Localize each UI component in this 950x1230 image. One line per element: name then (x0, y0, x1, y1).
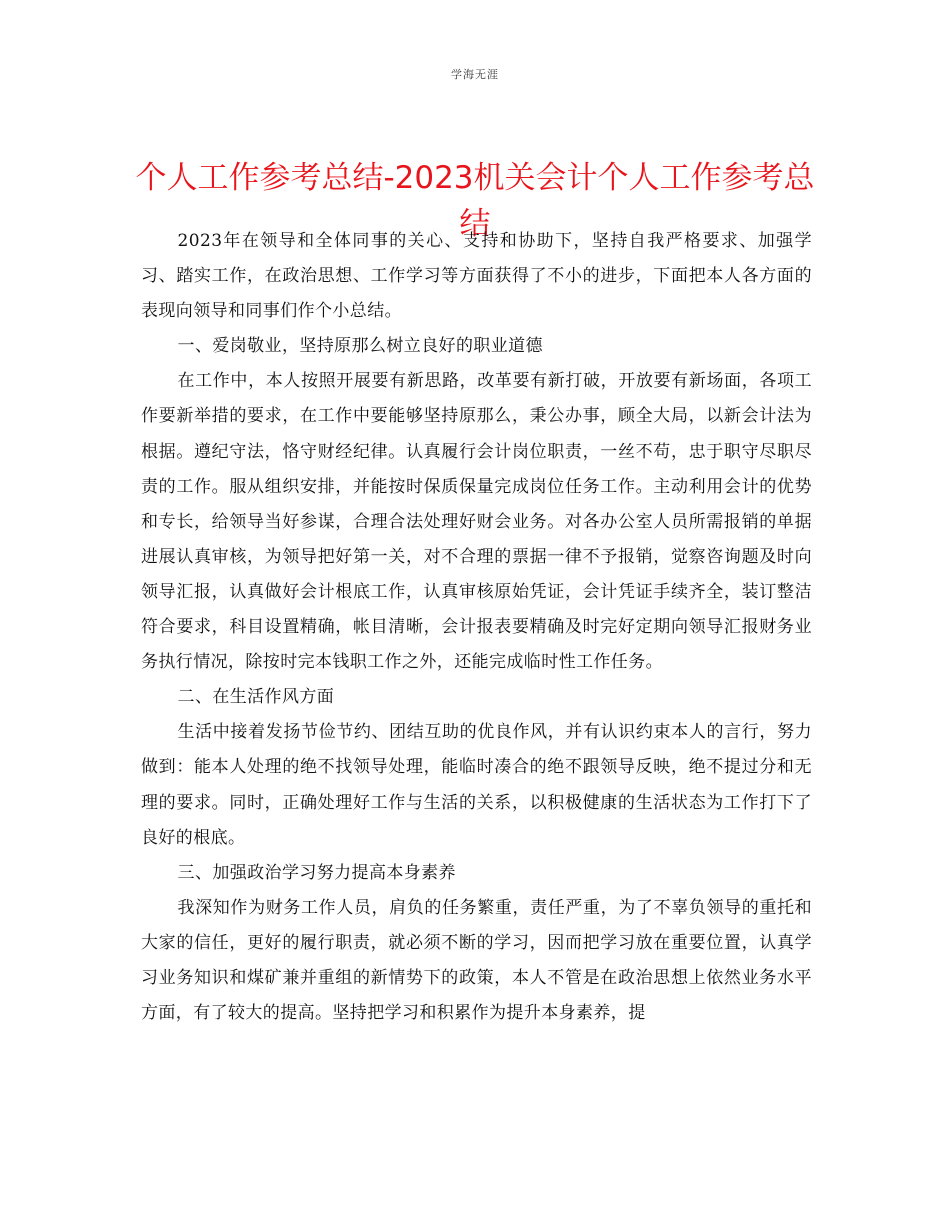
paragraph-intro: 2023年在领导和全体同事的关心、支持和协助下，坚持自我严格要求、加强学习、踏实工作，在政治思想、工作学习等方面获得了不小的进步，下面把本人各方面的表现向领导和同事们作个小总结。 (141, 231, 812, 322)
section-heading-3: 三、加强政治学习努力提高本身素养 (177, 862, 456, 883)
document-body (141, 224, 812, 1031)
document-title: 个人工作参考总结-2023机关会计个人工作参考总结 (135, 159, 815, 242)
page-header: 学海无涯 (451, 68, 499, 81)
paragraph-section-1: 在工作中，本人按照开展要有新思路，改革要有新打破，开放要有新场面，各项工作要新举措的要求，在工作中要能够坚持原那么，秉公办事，顾全大局，以新会计法为根据。遵纪守法，恪守财经纪律。认真履行会计岗位职责，一丝不苟，忠于职守尽职尽责的工作。服从组织安排，并能按时保质保量完成岗位任务工作。主动利用会计的优势和专长，给领导当好参谋，合理合法处理好财会业务。对各办公室人员所需报销的单据进展认真审核，为领导把好第一关，对不合理的票据一律不予报销，觉察咨询题及时向领导汇报，认真做好会计根底工作，认真审核原始凭证，会计凭证手续齐全，装订整洁符合要求，科目设置精确，帐目清晰，会计报表要精确及时完好定期向领导汇报财务业务执行情况，除按时完本钱职工作之外，还能完成临时性工作任务。 (141, 371, 812, 673)
section-heading-2: 二、在生活作风方面 (177, 687, 335, 708)
section-heading-1: 一、爱岗敬业，坚持原那么树立良好的职业道德 (177, 336, 543, 357)
paragraph-section-3: 我深知作为财务工作人员，肩负的任务繁重，责任严重，为了不辜负领导的重托和大家的信任，更好的履行职责，就必须不断的学习，因而把学习放在重要位置，认真学习业务知识和煤矿兼并重组的新情势下的政策，本人不管是在政治思想上依然业务水平方面，有了较大的提高。坚持把学习和积累作为提升本身素养，提 (141, 897, 812, 1024)
paragraph-section-2: 生活中接着发扬节俭节约、团结互助的优良作风，并有认识约束本人的言行，努力做到：能本人处理的绝不找领导处理，能临时凑合的绝不跟领导反映，绝不提过分和无理的要求。同时，正确处理好工作与生活的关系，以积极健康的生活状态为工作打下了良好的根底。 (141, 722, 812, 848)
